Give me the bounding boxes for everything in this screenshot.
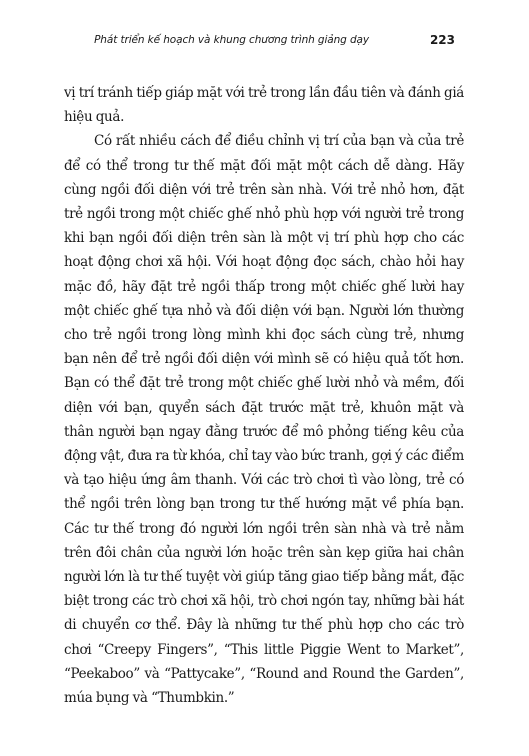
running-header bbox=[64, 34, 465, 54]
paragraph-continued: vị trí tránh tiếp giáp mặt với trẻ trong lần đầu tiên và đánh giá hiệu quả. bbox=[64, 85, 464, 126]
page-number: 223 bbox=[429, 33, 455, 47]
paragraph-positioning: Có rất nhiều cách để điều chỉnh vị trí của bạn và của trẻ để có thể trong tư thế mặt đối mặt một cách dễ dàng. Hãy cùng ngồi đối diện với trẻ trên sàn nhà. Với trẻ nhỏ hơn, đặt trẻ ngồi trong một chiếc ghế nhỏ phù hợp với người trẻ trong khi bạn ngồi đối diện trên sàn là một vị trí phù hợp cho các hoạt động chơi xã hội. Với hoạt động đọc sách, chào hỏi hay mặc đồ, hãy đặt trẻ ngồi thấp trong một chiếc ghế lười hay một chiếc ghế tựa nhỏ và đối diện với bạn. Người lớn thường cho trẻ ngồi trong lòng mình khi đọc sách cùng trẻ, nhưng bạn nên để trẻ ngồi đối diện với mình sẽ có hiệu quả tốt hơn. Bạn có thể đặt trẻ trong một chiếc ghế lười nhỏ và mềm, đối diện với bạn, quyển sách đặt trước mặt trẻ, khuôn mặt và thân người bạn ngay đằng trước để mô phỏng tiếng kêu của động vật, đưa ra từ khóa, chỉ tay vào bức tranh, gợi ý các điểm và tạo hiệu ứng âm thanh. Với các trò chơi tì vào lòng, trẻ có thể ngồi trên lòng bạn trong tư thế hướng mặt về phía bạn. Các tư thế trong đó người lớn ngồi trên sàn nhà và trẻ nằm trên đôi chân của người lớn hoặc trên sàn kẹp giữa hai chân người lớn là tư thế tuyệt vời giúp tăng giao tiếp bằng mắt, đặc biệt trong các trò chơi xã hội, trò chơi ngón tay, những bài hát di chuyển cơ thể. Đây là những tư thế phù hợp cho các trò chơi “Creepy Fingers”, “This little Piggie Went to Market”, “Peekaboo” và “Pattycake”, “Round and Round the Garden”, múa bụng và “Thumbkin.” bbox=[64, 133, 464, 707]
body-text bbox=[64, 81, 464, 710]
running-title: Phát triển kế hoạch và khung chương trình giảng dạy bbox=[94, 34, 369, 46]
